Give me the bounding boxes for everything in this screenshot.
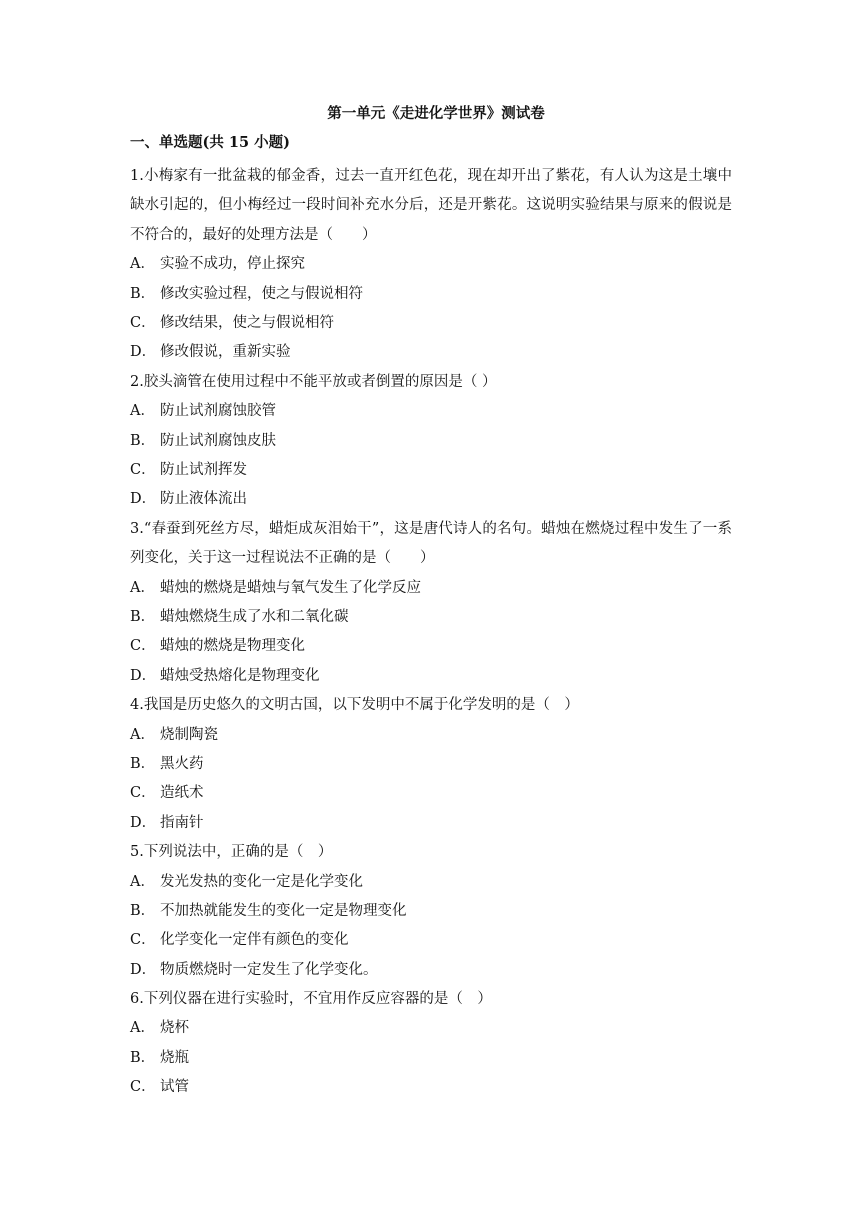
option-a bbox=[130, 1014, 732, 1043]
option-text: 修改假说，重新实验 bbox=[160, 344, 291, 361]
option-text: 发光发热的变化一定是化学变化 bbox=[160, 873, 363, 890]
option-d bbox=[130, 809, 732, 838]
option-letter: A． bbox=[130, 256, 155, 273]
option-d bbox=[130, 662, 732, 691]
question-stem: 1.小梅家有一批盆栽的郁金香，过去一直开红色花，现在却开出了紫花，有人认为这是土壤中缺水引起的，但小梅经过一段时间补充水分后，还是开紫花。这说明实验结果与原来的假说是不符合的，最好的处理方法是（ ） bbox=[130, 168, 732, 243]
option-b bbox=[130, 897, 732, 926]
option-letter: B． bbox=[130, 432, 156, 449]
option-text: 防止试剂挥发 bbox=[160, 461, 247, 478]
option-text: 物质燃烧时一定发生了化学变化。 bbox=[160, 961, 378, 978]
option-c bbox=[130, 1073, 732, 1102]
option-c bbox=[130, 779, 732, 808]
option-text: 试管 bbox=[160, 1079, 189, 1096]
option-text: 修改实验过程，使之与假说相符 bbox=[160, 285, 363, 302]
option-text: 黑火药 bbox=[160, 755, 204, 772]
option-a bbox=[130, 397, 732, 426]
option-text: 烧瓶 bbox=[160, 1049, 189, 1066]
question-3 bbox=[130, 515, 732, 691]
option-a bbox=[130, 250, 732, 279]
option-b bbox=[130, 603, 732, 632]
question-2 bbox=[130, 368, 732, 515]
option-letter: B． bbox=[130, 755, 156, 772]
option-letter: C． bbox=[130, 315, 156, 331]
option-text: 修改结果，使之与假说相符 bbox=[160, 315, 334, 331]
option-letter: D． bbox=[130, 491, 157, 508]
option-b bbox=[130, 1044, 732, 1073]
question-stem: 2.胶头滴管在使用过程中不能平放或者倒置的原因是（ ） bbox=[130, 373, 497, 390]
option-text: 不加热就能发生的变化一定是物理变化 bbox=[160, 902, 407, 919]
question-stem: 6.下列仪器在进行实验时，不宜用作反应容器的是（ ） bbox=[130, 991, 492, 1008]
option-c bbox=[130, 632, 732, 661]
question-5 bbox=[130, 838, 732, 985]
option-letter: C． bbox=[130, 932, 156, 949]
option-text: 防止液体流出 bbox=[160, 491, 247, 508]
option-a bbox=[130, 721, 732, 750]
option-letter: A． bbox=[130, 403, 155, 420]
option-c bbox=[130, 456, 732, 485]
question-stem: 3.“春蚕到死丝方尽，蜡炬成灰泪始干”，这是唐代诗人的名句。蜡烛在燃烧过程中发生了一系列变化，关于这一过程说法不正确的是（ ） bbox=[130, 520, 732, 567]
question-1 bbox=[130, 162, 732, 368]
option-letter: A． bbox=[130, 579, 155, 596]
option-letter: C． bbox=[130, 1079, 156, 1096]
question-stem: 4.我国是历史悠久的文明古国，以下发明中不属于化学发明的是（ ） bbox=[130, 697, 579, 714]
option-letter: B． bbox=[130, 608, 156, 625]
option-letter: A． bbox=[130, 726, 155, 743]
option-b bbox=[130, 427, 732, 456]
option-c bbox=[130, 926, 732, 955]
option-text: 造纸术 bbox=[160, 785, 204, 802]
option-text: 蜡烛受热熔化是物理变化 bbox=[160, 667, 320, 684]
option-letter: B． bbox=[130, 1049, 156, 1066]
option-text: 防止试剂腐蚀胶管 bbox=[160, 403, 276, 420]
option-letter: D． bbox=[130, 667, 157, 684]
option-letter: C． bbox=[130, 461, 156, 478]
option-text: 蜡烛的燃烧是蜡烛与氧气发生了化学反应 bbox=[160, 579, 421, 596]
question-stem: 5.下列说法中，正确的是（ ） bbox=[130, 844, 333, 861]
option-text: 蜡烛燃烧生成了水和二氧化碳 bbox=[160, 608, 349, 625]
option-letter: B． bbox=[130, 902, 156, 919]
option-text: 指南针 bbox=[160, 814, 204, 831]
option-text: 化学变化一定伴有颜色的变化 bbox=[160, 932, 349, 949]
option-a bbox=[130, 868, 732, 897]
question-6 bbox=[130, 985, 732, 1103]
option-letter: D． bbox=[130, 344, 157, 361]
option-text: 蜡烛的燃烧是物理变化 bbox=[160, 638, 305, 655]
option-text: 实验不成功，停止探究 bbox=[160, 256, 305, 273]
section-heading: 一、单选题(共 15 小题) bbox=[130, 134, 290, 151]
option-letter: C． bbox=[130, 638, 156, 655]
option-letter: D． bbox=[130, 814, 157, 831]
question-4 bbox=[130, 691, 732, 838]
option-a bbox=[130, 574, 732, 603]
option-d bbox=[130, 338, 732, 367]
option-text: 防止试剂腐蚀皮肤 bbox=[160, 432, 276, 449]
option-letter: A． bbox=[130, 1020, 155, 1037]
option-letter: B． bbox=[130, 285, 156, 302]
option-c bbox=[130, 309, 732, 338]
document-title: 第一单元《走进化学世界》测试卷 bbox=[327, 105, 545, 122]
option-d bbox=[130, 485, 732, 514]
option-text: 烧杯 bbox=[160, 1020, 189, 1037]
option-letter: D． bbox=[130, 961, 157, 978]
option-text: 烧制陶瓷 bbox=[160, 726, 218, 743]
option-b bbox=[130, 750, 732, 779]
option-letter: A． bbox=[130, 873, 155, 890]
option-letter: C． bbox=[130, 785, 156, 802]
option-d bbox=[130, 956, 732, 985]
option-b bbox=[130, 280, 732, 309]
